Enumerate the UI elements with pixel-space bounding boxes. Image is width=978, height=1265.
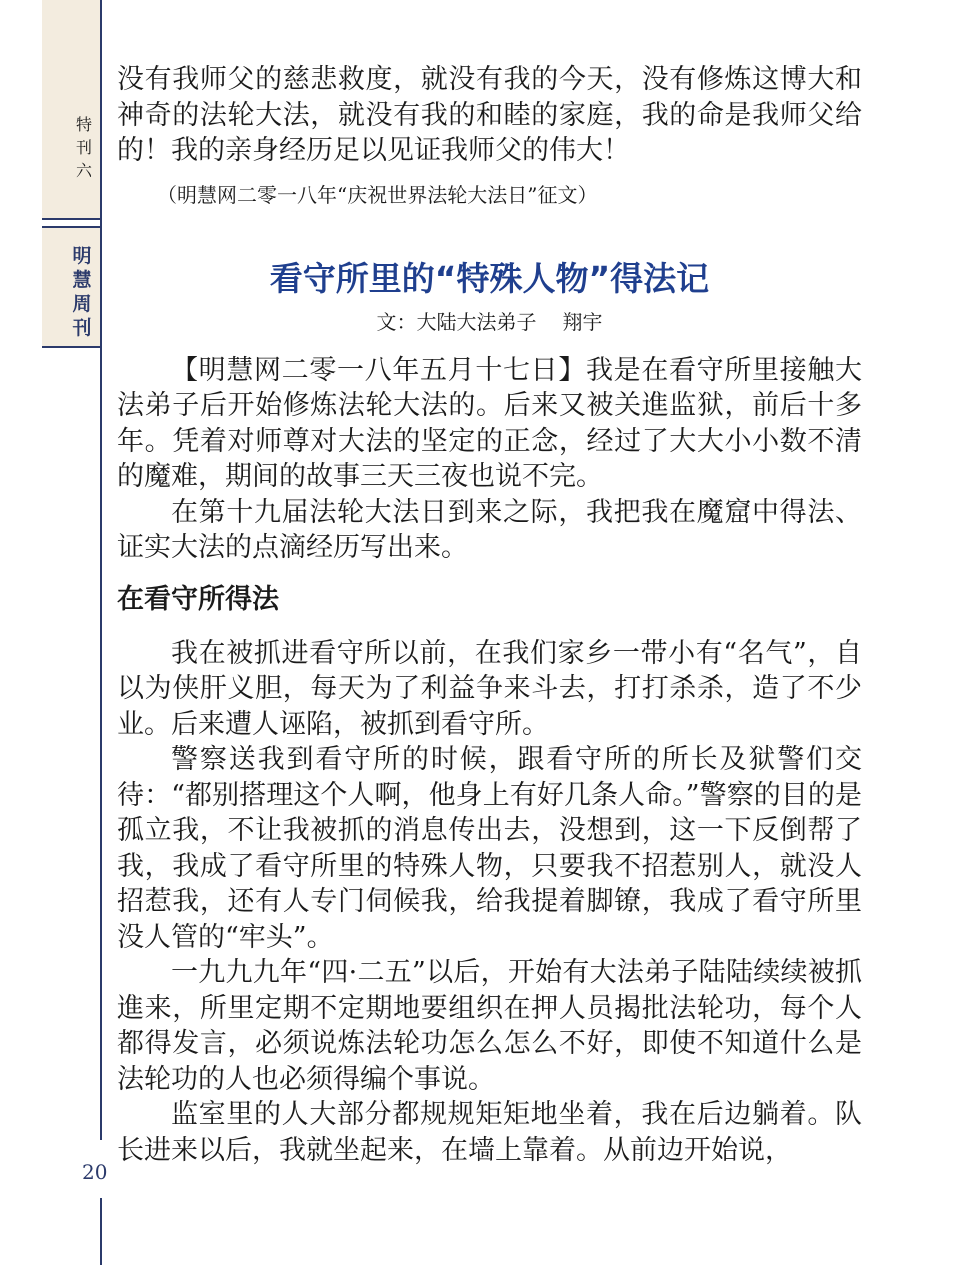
intro-source: （明慧网二零一八年“庆祝世界法轮大法日”征文） xyxy=(157,182,598,207)
article-paragraph: 一九九九年“四·二五”以后，开始有大法弟子陆陆续续被抓進来，所里定期不定期地要组织在押人员揭批法轮功，每个人都得发言，必须说炼法轮功怎么怎么不好，即使不知道什么是法轮功的人也必须得编个事说。 xyxy=(117,957,862,1095)
margin-rule-bottom xyxy=(100,1198,102,1265)
article-paragraph: 我在被抓进看守所以前，在我们家乡一带小有“名气”，自以为侠肝义胆，每天为了利益争来斗去，打打杀杀，造了不少业。后来遭人诬陷，被抓到看守所。 xyxy=(117,637,862,740)
sidebar-publication-char: 刊 xyxy=(72,317,92,339)
sidebar-section-label xyxy=(76,112,98,181)
sidebar-section-char: 特 xyxy=(76,115,93,134)
article-paragraph: 监室里的人大部分都规规矩矩地坐着，我在后边躺着。队长进来以后，我就坐起来，在墙上靠着。从前边开始说， xyxy=(117,1099,862,1166)
page-number: 20 xyxy=(82,1160,108,1184)
margin-rule-top xyxy=(100,0,102,1140)
byline-prefix: 文：大陆大法弟子 xyxy=(376,309,537,334)
page-content xyxy=(117,62,862,1168)
article-byline xyxy=(117,309,862,335)
section-heading: 在看守所得法 xyxy=(117,583,279,615)
article-paragraph: 【明慧网二零一八年五月十七日】我是在看守所里接触大法弟子后开始修炼法轮大法的。后来又被关進监狱，前后十多年。凭着对师尊对大法的坚定的正念，经过了大大小小数不清的魔难，期间的故事三天三夜也说不完。 xyxy=(117,354,862,492)
sidebar-section-char: 刊 xyxy=(76,138,93,157)
sidebar-publication-tab xyxy=(42,226,100,348)
sidebar-publication-char: 慧 xyxy=(72,269,92,291)
sidebar-publication-char: 明 xyxy=(72,245,92,267)
sidebar-section-char: 六 xyxy=(76,161,93,180)
byline-author: 翔宇 xyxy=(562,309,603,334)
sidebar-section-tab xyxy=(42,0,100,220)
article-title: 看守所里的“特殊人物”得法记 xyxy=(269,258,710,298)
sidebar-publication-label xyxy=(70,244,94,340)
article-paragraph: 在第十九届法轮大法日到来之际，我把我在魔窟中得法、证实大法的点滴经历写出来。 xyxy=(117,496,862,563)
sidebar-publication-char: 周 xyxy=(72,293,92,315)
intro-paragraph: 没有我师父的慈悲救度，就没有我的今天，没有修炼这博大和神奇的法轮大法，就没有我的和睦的家庭，我的命是我师父给的！我的亲身经历足以见证我师父的伟大！ xyxy=(117,64,862,166)
article-paragraph: 警察送我到看守所的时候，跟看守所的所长及狱警们交待：“都别搭理这个人啊，他身上有好几条人命。”警察的目的是孤立我，不让我被抓的消息传出去，没想到，这一下反倒帮了我，我成了看守所里的特殊人物，只要我不招惹别人，就没人招惹我，还有人专门伺候我，给我提着脚镣，我成了看守所里没人管的“牢头”。 xyxy=(117,744,862,953)
